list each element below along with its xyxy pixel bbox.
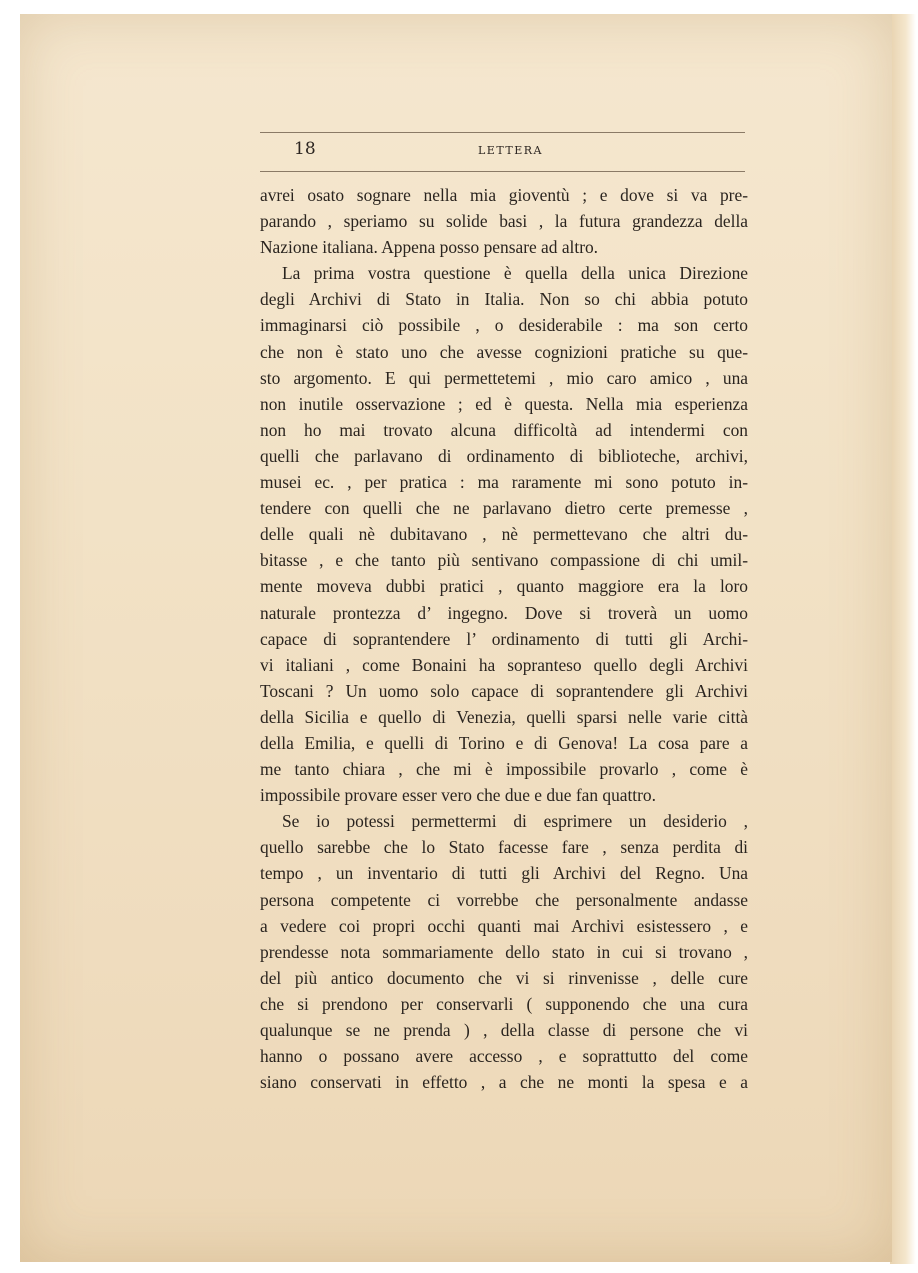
page-edge <box>890 14 916 1264</box>
text-line: hanno o possano avere accesso , e soprattutto del come <box>260 1046 748 1067</box>
text-line: non inutile osservazione ; ed è questa. Nella mia esperienza <box>260 393 748 414</box>
text-line: Nazione italiana. Appena posso pensare ad altro. <box>260 237 599 258</box>
text-line: che si prendono per conservarli ( supponendo che una cura <box>260 993 748 1014</box>
text-line: musei ec. , per pratica : ma raramente mi sono potuto in- <box>260 472 748 493</box>
text-line: bitasse , e che tanto più sentivano compassione di chi umil- <box>260 550 748 571</box>
text-line: della Sicilia e quello di Venezia, quelli sparsi nelle varie città <box>260 706 748 727</box>
text-line: La prima vostra questione è quella della unica Direzione <box>282 263 748 284</box>
text-line: siano conservati in effetto , a che ne monti la spesa e a <box>260 1072 748 1093</box>
text-line: parando , speriamo su solide basi , la futura grandezza della <box>260 211 748 232</box>
text-line: tendere con quelli che ne parlavano dietro certe premesse , <box>260 498 748 519</box>
page-number: 18 <box>294 139 316 159</box>
text-line: delle quali nè dubitavano , nè permettevano che altri du- <box>260 524 748 545</box>
text-line: Se io potessi permettermi di esprimere un desiderio , <box>282 811 748 832</box>
text-line: quello sarebbe che lo Stato facesse fare , senza perdita di <box>260 837 748 858</box>
text-line: vi italiani , come Bonaini ha sopranteso quello degli Archivi <box>260 654 748 675</box>
running-header <box>260 132 745 172</box>
text-line: tempo , un inventario di tutti gli Archivi del Regno. Una <box>260 863 748 884</box>
text-line: qualunque se ne prenda ) , della classe di persone che vi <box>260 1020 748 1040</box>
text-line: persona competente ci vorrebbe che personalmente andasse <box>260 889 748 910</box>
text-line: quelli che parlavano di ordinamento di biblioteche, archivi, <box>260 445 748 466</box>
text-line: me tanto chiara , che mi è impossibile provarlo , come è <box>260 759 748 780</box>
text-line: prendesse nota sommariamente dello stato in cui si trovano , <box>260 941 748 962</box>
body-text <box>260 182 748 1095</box>
text-line: mente moveva dubbi pratici , quanto maggiore era la loro <box>260 576 748 597</box>
text-line: immaginarsi ciò possibile , o desiderabile : ma son certo <box>260 315 748 336</box>
text-line: sto argomento. E qui permettetemi , mio caro amico , una <box>260 367 748 388</box>
text-line: degli Archivi di Stato in Italia. Non so chi abbia potuto <box>260 289 748 310</box>
text-line: a vedere coi propri occhi quanti mai Archivi esistessero , e <box>260 915 748 936</box>
text-line: che non è stato uno che avesse cognizioni pratiche su que- <box>260 341 748 362</box>
text-line: Toscani ? Un uomo solo capace di soprantendere gli Archivi <box>260 680 748 701</box>
text-line: della Emilia, e quelli di Torino e di Genova! La cosa pare a <box>260 732 748 753</box>
running-title: LETTERA <box>478 144 543 157</box>
text-line: non ho mai trovato alcuna difficoltà ad intendermi con <box>260 419 748 440</box>
text-line: impossibile provare esser vero che due e due fan quattro. <box>260 785 656 806</box>
text-line: del più antico documento che vi si rinvenisse , delle cure <box>260 967 748 988</box>
text-line: naturale prontezza d’ ingegno. Dove si troverà un uomo <box>260 602 748 623</box>
text-line: capace di soprantendere l’ ordinamento di tutti gli Archi- <box>260 628 748 649</box>
text-line: avrei osato sognare nella mia gioventù ; e dove si va pre- <box>260 185 748 205</box>
